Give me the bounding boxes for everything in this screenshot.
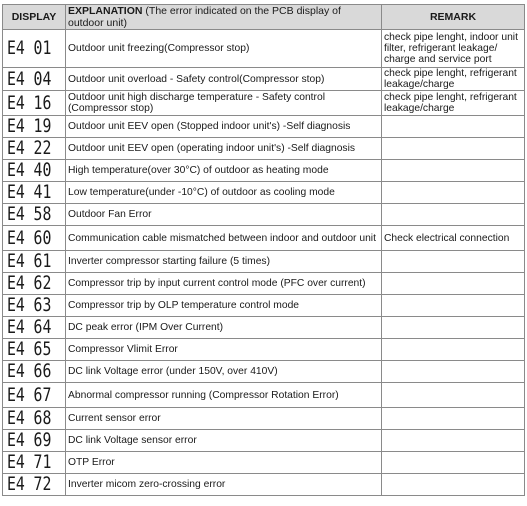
- remark-cell: check pipe lenght, refrigerant leakage/charge: [382, 91, 525, 116]
- table-row: [3, 68, 525, 91]
- table-row: [3, 474, 525, 496]
- remark-cell: check pipe lenght, refrigerant leakage/charge: [382, 68, 525, 91]
- display-code-cell: [3, 361, 66, 383]
- seven-segment-code: [5, 475, 63, 494]
- explanation-cell: Outdoor unit high discharge temperature - Safety control (Compressor stop): [66, 91, 382, 116]
- explanation-cell: Compressor trip by input current control mode (PFC over current): [66, 273, 382, 295]
- explanation-cell: DC link Voltage error (under 150V, over 410V): [66, 361, 382, 383]
- seven-segment-digits: [7, 274, 51, 293]
- display-code-cell: [3, 430, 66, 452]
- explanation-cell: Outdoor Fan Error: [66, 204, 382, 226]
- explanation-cell: Compressor Vlimit Error: [66, 339, 382, 361]
- explanation-cell: Inverter micom zero-crossing error: [66, 474, 382, 496]
- seven-segment-code: [5, 252, 63, 271]
- display-code-cell: [3, 182, 66, 204]
- seven-segment-code: [5, 340, 63, 359]
- explanation-header-label: EXPLANATION: [68, 5, 143, 17]
- table-row: [3, 160, 525, 182]
- display-code-cell: [3, 226, 66, 251]
- code-number: 64: [33, 316, 52, 338]
- display-code-cell: [3, 295, 66, 317]
- code-number: 01: [33, 37, 52, 59]
- code-prefix: E4: [7, 338, 25, 360]
- explanation-header: [66, 5, 382, 30]
- display-code-cell: [3, 251, 66, 273]
- display-code-cell: [3, 204, 66, 226]
- seven-segment-code: [5, 91, 63, 114]
- seven-segment-digits: [7, 183, 51, 202]
- table-row: [3, 430, 525, 452]
- seven-segment-digits: [7, 453, 51, 472]
- code-number: 71: [33, 451, 52, 473]
- seven-segment-code: [5, 453, 63, 472]
- remark-cell: [382, 452, 525, 474]
- code-number: 04: [33, 67, 52, 90]
- code-number: 62: [33, 272, 52, 294]
- code-number: 16: [33, 91, 52, 114]
- seven-segment-code: [5, 183, 63, 202]
- remark-cell: [382, 204, 525, 226]
- display-code-cell: [3, 408, 66, 430]
- code-prefix: E4: [7, 250, 25, 272]
- remark-cell: [382, 474, 525, 496]
- seven-segment-digits: [7, 475, 51, 494]
- code-number: 61: [33, 250, 52, 272]
- code-number: 60: [33, 226, 52, 249]
- code-prefix: E4: [7, 67, 25, 90]
- code-prefix: E4: [7, 407, 25, 429]
- seven-segment-digits: [7, 67, 52, 90]
- seven-segment-digits: [7, 383, 52, 406]
- code-prefix: E4: [7, 294, 25, 316]
- seven-segment-digits: [7, 91, 52, 114]
- remark-cell: [382, 138, 525, 160]
- seven-segment-digits: [7, 226, 52, 249]
- remark-cell: [382, 251, 525, 273]
- explanation-cell: Low temperature(under -10°C) of outdoor as cooling mode: [66, 182, 382, 204]
- seven-segment-code: [5, 431, 63, 450]
- seven-segment-digits: [7, 340, 51, 359]
- explanation-cell: Inverter compressor starting failure (5 times): [66, 251, 382, 273]
- code-prefix: E4: [7, 181, 25, 203]
- display-code-cell: [3, 383, 66, 408]
- code-number: 58: [33, 203, 52, 225]
- seven-segment-code: [5, 362, 63, 381]
- display-code-cell: [3, 91, 66, 116]
- table-row: [3, 204, 525, 226]
- display-code-cell: [3, 317, 66, 339]
- remark-header: REMARK: [382, 5, 525, 30]
- display-code-cell: [3, 116, 66, 138]
- seven-segment-digits: [7, 252, 51, 271]
- code-prefix: E4: [7, 203, 25, 225]
- explanation-cell: Outdoor unit overload - Safety control(Compressor stop): [66, 68, 382, 91]
- table-row: [3, 226, 525, 251]
- display-code-cell: [3, 452, 66, 474]
- table-row: [3, 339, 525, 361]
- table-row: [3, 408, 525, 430]
- seven-segment-code: [5, 205, 63, 224]
- code-prefix: E4: [7, 316, 25, 338]
- code-prefix: E4: [7, 226, 25, 249]
- code-prefix: E4: [7, 37, 25, 59]
- seven-segment-digits: [7, 318, 51, 337]
- explanation-cell: Communication cable mismatched between indoor and outdoor unit: [66, 226, 382, 251]
- display-code-cell: [3, 339, 66, 361]
- code-prefix: E4: [7, 115, 25, 137]
- code-prefix: E4: [7, 429, 25, 451]
- seven-segment-code: [5, 39, 63, 58]
- display-code-cell: [3, 273, 66, 295]
- seven-segment-code: [5, 139, 63, 158]
- code-prefix: E4: [7, 91, 25, 114]
- code-prefix: E4: [7, 473, 25, 495]
- remark-cell: [382, 273, 525, 295]
- display-code-cell: [3, 160, 66, 182]
- display-code-cell: [3, 30, 66, 68]
- code-number: 66: [33, 360, 52, 382]
- seven-segment-digits: [7, 296, 51, 315]
- table-row: [3, 116, 525, 138]
- remark-cell: [382, 383, 525, 408]
- explanation-cell: Current sensor error: [66, 408, 382, 430]
- display-code-cell: [3, 68, 66, 91]
- table-row: [3, 361, 525, 383]
- seven-segment-code: [5, 383, 63, 406]
- code-prefix: E4: [7, 451, 25, 473]
- remark-cell: [382, 361, 525, 383]
- code-number: 19: [33, 115, 52, 137]
- explanation-cell: Outdoor unit freezing(Compressor stop): [66, 30, 382, 68]
- remark-cell: [382, 339, 525, 361]
- explanation-cell: DC peak error (IPM Over Current): [66, 317, 382, 339]
- seven-segment-digits: [7, 117, 51, 136]
- code-number: 67: [33, 383, 52, 406]
- code-number: 41: [33, 181, 52, 203]
- table-row: [3, 91, 525, 116]
- explanation-header-note: (The error indicated on the PCB display of outdoor unit): [68, 5, 341, 29]
- seven-segment-digits: [7, 161, 51, 180]
- header-row: [3, 5, 525, 30]
- remark-cell: [382, 430, 525, 452]
- table-row: [3, 295, 525, 317]
- display-header: DISPLAY: [3, 5, 66, 30]
- seven-segment-code: [5, 67, 63, 90]
- seven-segment-code: [5, 274, 63, 293]
- code-prefix: E4: [7, 272, 25, 294]
- code-prefix: E4: [7, 137, 25, 159]
- seven-segment-digits: [7, 39, 51, 58]
- error-code-table: [2, 4, 525, 496]
- explanation-cell: OTP Error: [66, 452, 382, 474]
- code-number: 63: [33, 294, 52, 316]
- code-number: 22: [33, 137, 52, 159]
- remark-cell: [382, 317, 525, 339]
- seven-segment-digits: [7, 409, 51, 428]
- remark-cell: [382, 295, 525, 317]
- table-row: [3, 273, 525, 295]
- seven-segment-code: [5, 117, 63, 136]
- code-prefix: E4: [7, 159, 25, 181]
- explanation-cell: Abnormal compressor running (Compressor Rotation Error): [66, 383, 382, 408]
- remark-cell: Check electrical connection: [382, 226, 525, 251]
- seven-segment-code: [5, 318, 63, 337]
- seven-segment-digits: [7, 362, 51, 381]
- table-row: [3, 138, 525, 160]
- explanation-cell: Compressor trip by OLP temperature control mode: [66, 295, 382, 317]
- table-row: [3, 452, 525, 474]
- explanation-cell: Outdoor unit EEV open (operating indoor unit's) -Self diagnosis: [66, 138, 382, 160]
- remark-cell: check pipe lenght, indoor unit filter, refrigerant leakage/ charge and service port: [382, 30, 525, 68]
- table-body: [3, 30, 525, 496]
- code-number: 65: [33, 338, 52, 360]
- code-number: 72: [33, 473, 52, 495]
- code-prefix: E4: [7, 360, 25, 382]
- seven-segment-digits: [7, 139, 51, 158]
- seven-segment-code: [5, 226, 63, 249]
- seven-segment-code: [5, 161, 63, 180]
- table-row: [3, 383, 525, 408]
- seven-segment-code: [5, 409, 63, 428]
- remark-cell: [382, 160, 525, 182]
- seven-segment-digits: [7, 205, 51, 224]
- remark-cell: [382, 182, 525, 204]
- remark-cell: [382, 408, 525, 430]
- explanation-cell: High temperature(over 30°C) of outdoor as heating mode: [66, 160, 382, 182]
- explanation-cell: Outdoor unit EEV open (Stopped indoor unit's) -Self diagnosis: [66, 116, 382, 138]
- seven-segment-digits: [7, 431, 51, 450]
- code-number: 68: [33, 407, 52, 429]
- table-row: [3, 317, 525, 339]
- code-number: 69: [33, 429, 52, 451]
- code-number: 40: [33, 159, 52, 181]
- remark-cell: [382, 116, 525, 138]
- display-code-cell: [3, 138, 66, 160]
- table-row: [3, 182, 525, 204]
- code-prefix: E4: [7, 383, 25, 406]
- table-row: [3, 251, 525, 273]
- seven-segment-code: [5, 296, 63, 315]
- table-row: [3, 30, 525, 68]
- explanation-cell: DC link Voltage sensor error: [66, 430, 382, 452]
- display-code-cell: [3, 474, 66, 496]
